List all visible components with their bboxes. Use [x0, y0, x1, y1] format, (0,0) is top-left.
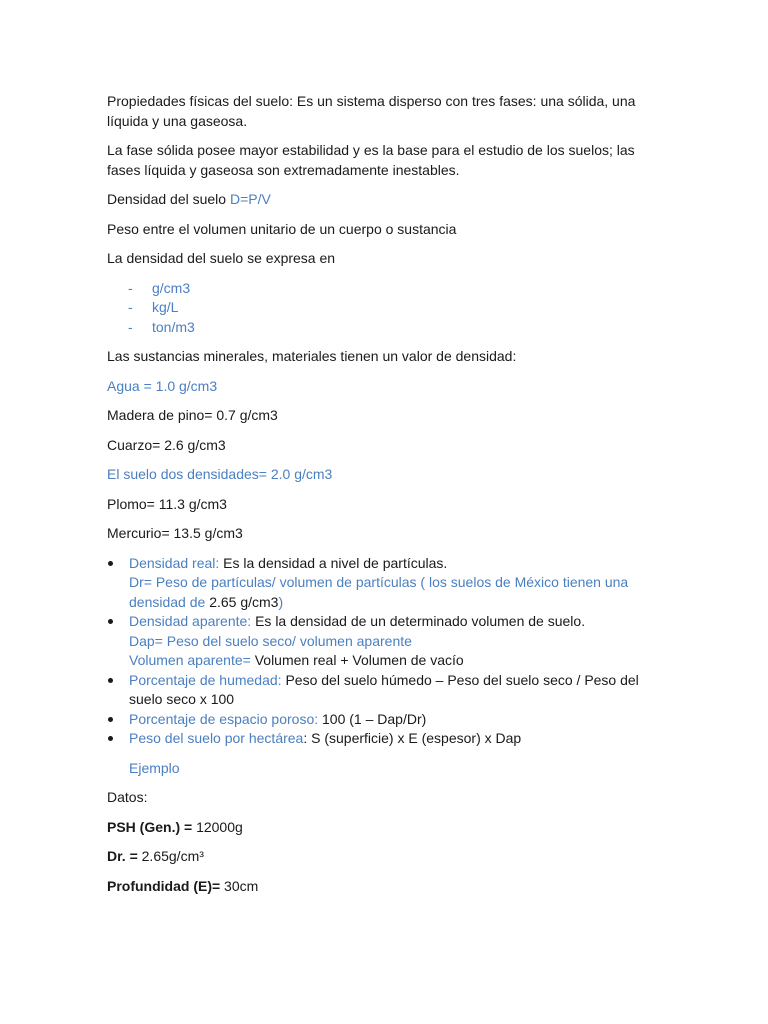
density-soil: El suelo dos densidades= 2.0 g/cm3: [107, 466, 333, 482]
volume-aparente-label: Volumen aparente=: [129, 652, 251, 668]
hectare-text: : S (superficie) x E (espesor) x Dap: [303, 730, 522, 746]
intro-paragraph-1: Propiedades físicas del suelo: Es un sistema disperso con tres fases: una sólida, una líquida y una gaseosa.: [107, 93, 636, 129]
density-water: Agua = 1.0 g/cm3: [107, 377, 218, 394]
hectare-label: Peso del suelo por hectárea: [129, 730, 304, 746]
dr-line: [107, 847, 667, 867]
bullet-humidity: [107, 671, 667, 710]
bullet-dot: [108, 678, 113, 683]
bullet-density-aparente: [107, 612, 667, 671]
bullet-dot: [108, 736, 113, 741]
density-mercury: Mercurio= 13.5 g/cm3: [107, 525, 243, 541]
dash-marker: -: [128, 299, 133, 315]
density-pine: Madera de pino= 0.7 g/cm3: [107, 407, 278, 423]
density-definition: Peso entre el volumen unitario de un cuerpo o sustancia: [107, 220, 457, 237]
depth-label: Profundidad (E)=: [107, 877, 221, 894]
density-real-close: ): [278, 593, 284, 610]
psh-label: PSH (Gen.) =: [107, 818, 193, 835]
humidity-text: Peso del suelo húmedo – Peso del suelo seco / Peso del suelo seco x 100: [129, 671, 639, 707]
units-list: [107, 279, 667, 338]
bullet-porosity: [107, 710, 667, 730]
density-real-formula: Dr= Peso de partículas/ volumen de partículas ( los suelos de México tienen una densidad de: [129, 574, 629, 610]
list-item: [107, 318, 667, 338]
list-item: [107, 279, 667, 299]
unit-ton-m3: ton/m3: [152, 318, 195, 335]
porosity-label: Porcentaje de espacio poroso:: [129, 710, 319, 727]
list-item: [107, 298, 667, 318]
dr-value: 2.65g/cm³: [137, 848, 204, 864]
density-aparente-text: Es la densidad de un determinado volumen de suelo.: [251, 613, 586, 629]
psh-value: 12000g: [192, 818, 243, 835]
density-heading: [107, 190, 667, 210]
density-aparente-formula: Dap= Peso del suelo seco/ volumen aparente: [129, 632, 412, 649]
density-formula: D=P/V: [229, 191, 271, 207]
dash-marker: -: [128, 279, 133, 296]
density-real-label: Densidad real:: [129, 554, 220, 571]
minerals-intro: Las sustancias minerales, materiales tienen un valor de densidad:: [107, 348, 517, 364]
humidity-label: Porcentaje de humedad:: [129, 671, 282, 688]
data-heading: Datos:: [107, 789, 148, 805]
density-real-text: Es la densidad a nivel de partículas.: [219, 554, 448, 571]
volume-aparente-text: Volumen real + Volumen de vacío: [250, 652, 464, 668]
bullet-density-real: [107, 554, 667, 613]
dr-label: Dr. =: [107, 848, 138, 864]
bullet-dot: [108, 561, 113, 566]
density-label: Densidad del suelo: [107, 191, 230, 207]
psh-line: [107, 818, 667, 838]
depth-value: 30cm: [220, 877, 259, 894]
intro-paragraph-2: La fase sólida posee mayor estabilidad y es la base para el estudio de los suelos; las fases líquida y gaseosa son extremadamente inestables.: [107, 142, 635, 178]
density-real-value: 2.65 g/cm3: [209, 593, 279, 610]
density-aparente-label: Densidad aparente:: [129, 613, 252, 629]
depth-line: [107, 877, 667, 897]
bullet-dot: [108, 619, 113, 624]
unit-kg-l: kg/L: [152, 299, 179, 315]
properties-list: [107, 554, 667, 749]
example-title: Ejemplo: [129, 759, 180, 776]
dash-marker: -: [128, 318, 133, 335]
porosity-text: 100 (1 – Dap/Dr): [318, 710, 427, 727]
unit-g-cm3: g/cm3: [152, 279, 191, 296]
bullet-dot: [108, 717, 113, 722]
bullet-weight-hectare: [107, 729, 667, 749]
density-quartz: Cuarzo= 2.6 g/cm3: [107, 436, 226, 453]
document-body: [107, 92, 667, 906]
units-intro: La densidad del suelo se expresa en: [107, 250, 336, 266]
density-lead: Plomo= 11.3 g/cm3: [107, 495, 227, 512]
